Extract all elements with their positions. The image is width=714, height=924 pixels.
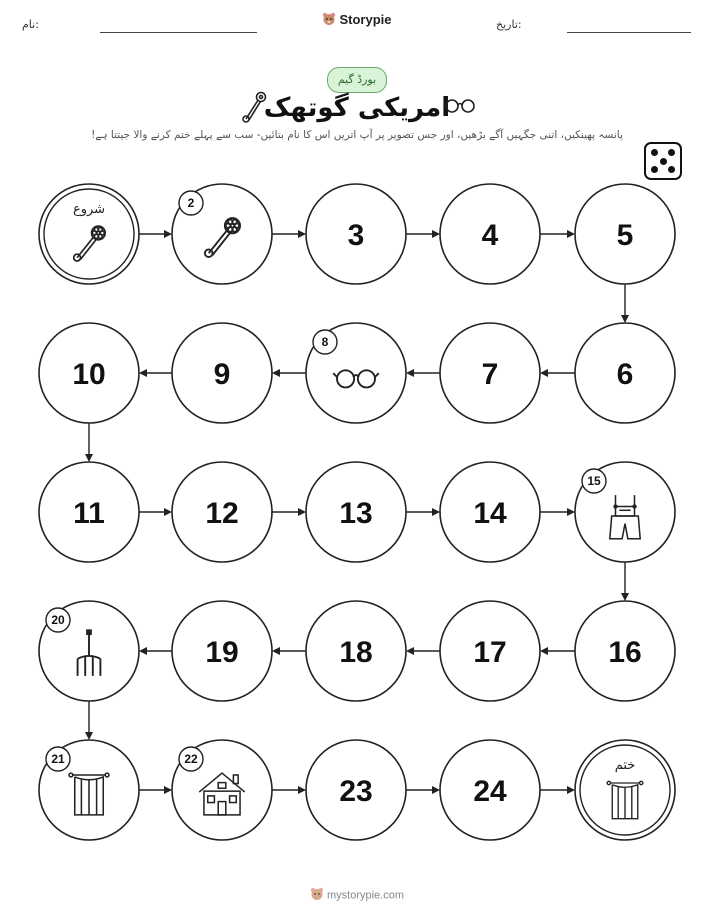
board-cell-1[interactable] xyxy=(39,184,139,284)
cell-number: 23 xyxy=(339,775,373,808)
instructions: پانسہ پھینکیں، اتنی جگہیں آگے بڑھیں، اور جس تصویر پر آپ اتریں اس کا نام بتائیں- سب سے پہلے ختم کرنے والا جیتتا ہے! xyxy=(91,129,623,141)
board-cell-3[interactable] xyxy=(306,184,406,284)
cell-number: 6 xyxy=(616,358,634,391)
cell-number-badge: 2 xyxy=(187,196,195,210)
board-cell-12[interactable] xyxy=(172,462,272,562)
board-cell-18[interactable] xyxy=(306,601,406,701)
board-cell-8[interactable] xyxy=(306,323,406,423)
board-cell-5[interactable] xyxy=(575,184,675,284)
footer-url[interactable]: mystorypie.com xyxy=(326,889,405,902)
board-cell-25[interactable] xyxy=(575,740,675,840)
cell-number: 13 xyxy=(339,497,373,530)
board-cell-6[interactable] xyxy=(575,323,675,423)
curtain-icon xyxy=(69,773,109,815)
start-label: شروع xyxy=(72,202,106,217)
cell-number: 24 xyxy=(473,775,507,808)
brand-name: Storypie xyxy=(339,12,392,27)
cell-number-badge: 8 xyxy=(321,335,329,349)
cell-number-badge: 20 xyxy=(51,613,65,627)
cell-number: 11 xyxy=(73,497,105,530)
cell-number: 7 xyxy=(481,358,499,391)
cell-number: 4 xyxy=(481,219,499,252)
board-cell-22[interactable] xyxy=(172,740,272,840)
board-cell-21[interactable] xyxy=(39,740,139,840)
page-title: امریکی گوتھک xyxy=(263,93,451,123)
cell-number: 18 xyxy=(339,636,373,669)
board-cell-19[interactable] xyxy=(172,601,272,701)
cell-number: 9 xyxy=(213,358,231,391)
board-cell-23[interactable] xyxy=(306,740,406,840)
board-cell-2[interactable] xyxy=(172,184,272,284)
date-label: تاریخ: xyxy=(496,18,522,31)
cell-number: 10 xyxy=(72,358,106,391)
cell-number: 5 xyxy=(616,219,634,252)
cell-number: 19 xyxy=(205,636,239,669)
cell-number-badge: 21 xyxy=(51,752,65,766)
cell-number: 12 xyxy=(205,497,239,530)
cell-number: 16 xyxy=(608,636,642,669)
cell-number-badge: 22 xyxy=(184,752,198,766)
cell-number: 3 xyxy=(347,219,365,252)
name-label: نام: xyxy=(22,18,39,31)
cell-number-badge: 15 xyxy=(587,474,601,488)
curtain-icon xyxy=(607,781,643,818)
board-cell-10[interactable] xyxy=(39,323,139,423)
board-cell-16[interactable] xyxy=(575,601,675,701)
footer xyxy=(0,887,714,904)
board-cell-11[interactable] xyxy=(39,462,139,562)
board-cell-7[interactable] xyxy=(440,323,540,423)
board-cell-4[interactable] xyxy=(440,184,540,284)
board-cell-20[interactable] xyxy=(39,601,139,701)
board-cell-13[interactable] xyxy=(306,462,406,562)
board-cell-9[interactable] xyxy=(172,323,272,423)
board-cell-17[interactable] xyxy=(440,601,540,701)
board-cell-15[interactable] xyxy=(575,462,675,562)
board-cell-24[interactable] xyxy=(440,740,540,840)
board-cell-14[interactable] xyxy=(440,462,540,562)
bear-icon xyxy=(310,887,324,904)
cell-number: 14 xyxy=(473,497,507,530)
board-game-badge: بورڈ گیم xyxy=(327,67,387,93)
cell-number: 17 xyxy=(473,636,507,669)
end-label: ختم xyxy=(614,758,636,773)
